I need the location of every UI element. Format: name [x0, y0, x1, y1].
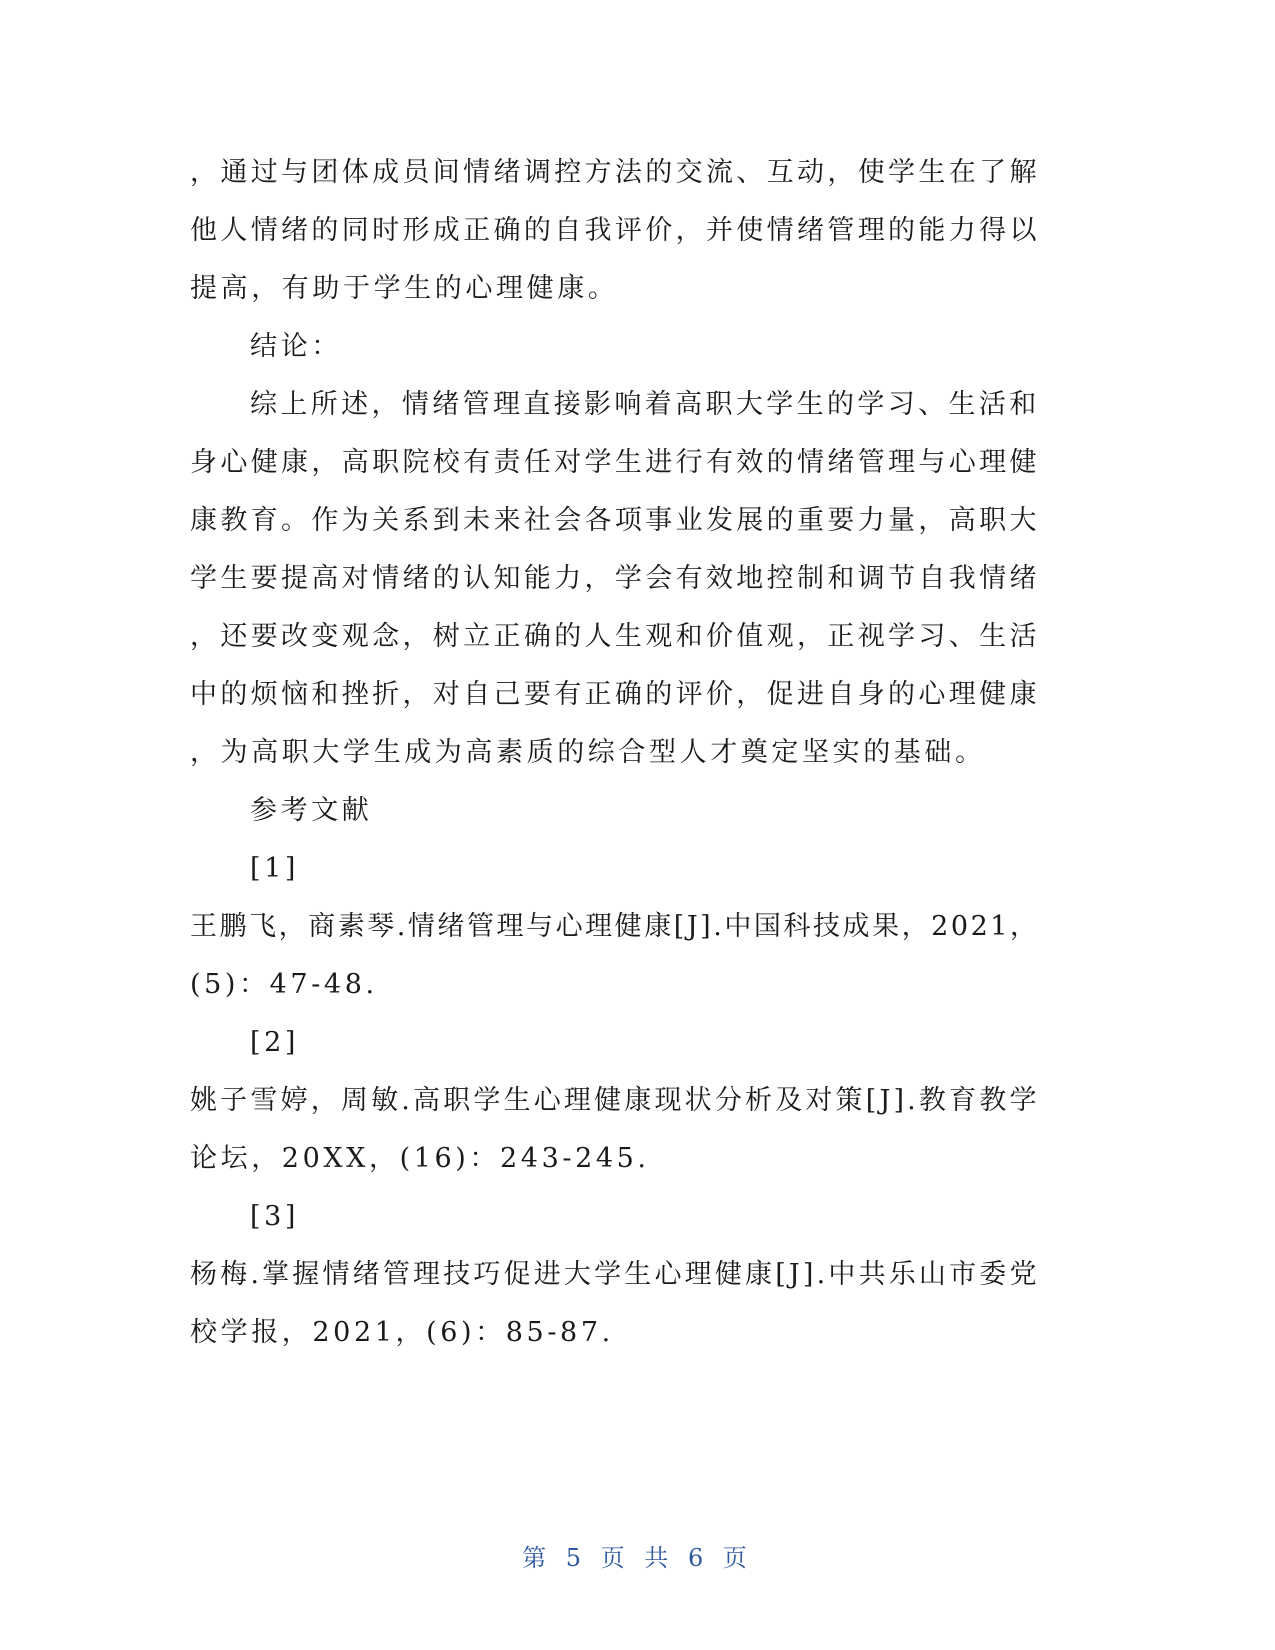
reference-entry-line: 王鹏飞，商素琴.情绪管理与心理健康[J].中国科技成果，2021， — [190, 911, 1040, 942]
reference-number: [2] — [250, 1027, 300, 1058]
body-text-line: 学生要提高对情绪的认知能力，学会有效地控制和调节自我情绪 — [190, 563, 1040, 594]
reference-number: [3] — [250, 1201, 300, 1232]
section-heading-references: 参考文献 — [250, 795, 373, 826]
reference-entry-line: 校学报，2021，(6)：85-87. — [190, 1317, 614, 1348]
reference-entry-line: 论坛，20XX，(16)：243-245. — [190, 1143, 650, 1174]
body-text-line: 提高，有助于学生的心理健康。 — [190, 273, 619, 304]
reference-entry-line: 杨梅.掌握情绪管理技巧促进大学生心理健康[J].中共乐山市委党 — [190, 1259, 1040, 1290]
body-text-line: 中的烦恼和挫折，对自己要有正确的评价，促进自身的心理健康 — [190, 679, 1040, 710]
body-text-line: 康教育。作为关系到未来社会各项事业发展的重要力量，高职大 — [190, 505, 1040, 536]
body-text-line: 身心健康，高职院校有责任对学生进行有效的情绪管理与心理健 — [190, 447, 1040, 478]
body-text-line: 他人情绪的同时形成正确的自我评价，并使情绪管理的能力得以 — [190, 215, 1040, 246]
reference-entry-line: 姚子雪婷，周敏.高职学生心理健康现状分析及对策[J].教育教学 — [190, 1085, 1040, 1116]
body-text-line: 综上所述，情绪管理直接影响着高职大学生的学习、生活和 — [250, 389, 1040, 420]
body-text-line: ，通过与团体成员间情绪调控方法的交流、互动，使学生在了解 — [190, 157, 1040, 188]
reference-number: [1] — [250, 853, 300, 884]
section-heading-conclusion: 结论： — [250, 331, 342, 362]
reference-entry-line: (5)：47-48. — [190, 969, 378, 1000]
page-footer: 第 5 页 共 6 页 — [522, 1544, 753, 1572]
body-text-line: ，还要改变观念，树立正确的人生观和价值观，正视学习、生活 — [190, 621, 1040, 652]
body-text-line: ，为高职大学生成为高素质的综合型人才奠定坚实的基础。 — [190, 737, 986, 768]
